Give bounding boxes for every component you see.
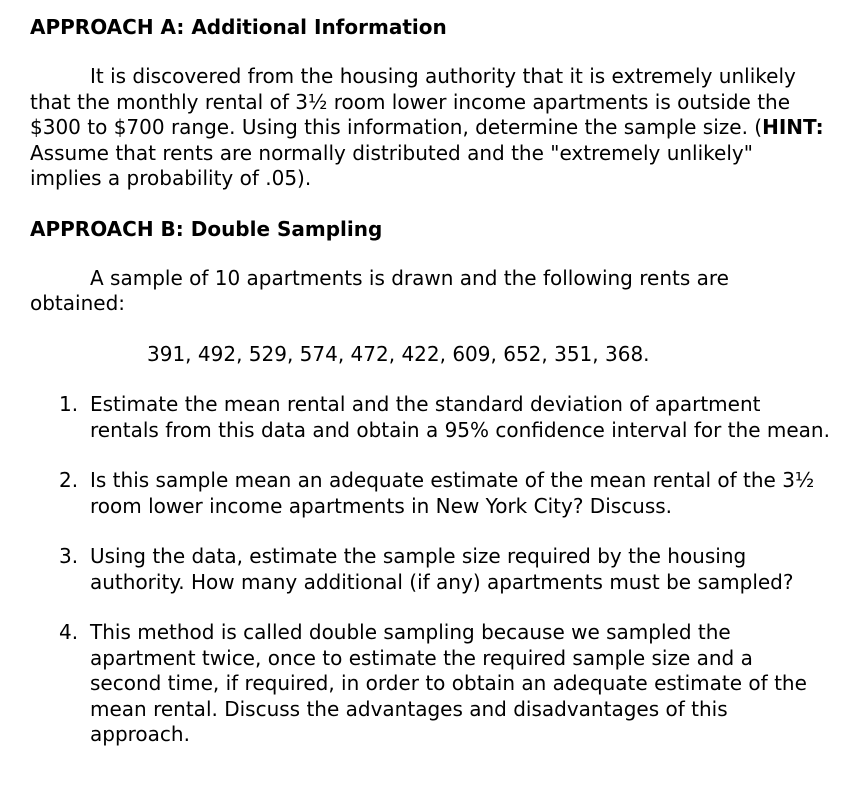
- question-number: 4.: [59, 620, 79, 644]
- rents-data: 391, 492, 529, 574, 472, 422, 609, 652, 351, 368.: [147, 341, 650, 366]
- question-item-4: [30, 620, 830, 748]
- hint-label: HINT:: [762, 115, 824, 139]
- approach-b-intro: A sample of 10 apartments is drawn and the following rents are obtained:: [30, 265, 729, 315]
- question-item-1: [30, 392, 830, 443]
- question-number: 3.: [59, 544, 79, 568]
- approach-a-heading: APPROACH A: Additional Information: [30, 15, 447, 39]
- question-text: Estimate the mean rental and the standard deviation of apartment rentals from this data and obtain a 95% confidence interval for the mean.: [90, 392, 830, 442]
- approach-b-heading: APPROACH B: Double Sampling: [30, 216, 383, 241]
- question-item-2: [30, 468, 830, 519]
- question-number: 1.: [59, 392, 79, 416]
- approach-a-text-end: Assume that rents are normally distributed and the "extremely unlikely" implies a probability of .05).: [30, 140, 753, 190]
- approach-a-paragraph: [30, 64, 830, 192]
- question-text: Is this sample mean an adequate estimate of the mean rental of the 3½ room lower income apartments in New York City? Discuss.: [90, 468, 815, 518]
- question-list: [30, 392, 830, 748]
- question-item-3: [30, 544, 830, 595]
- question-number: 2.: [59, 468, 79, 492]
- document-page: [30, 14, 830, 748]
- question-text: This method is called double sampling because we sampled the apartment twice, once to estimate the required sample size and a second time, if required, in order to obtain an adequate estimate of the mean rental. Discuss the advantages and disadvantages of this approach.: [90, 620, 807, 746]
- question-text: Using the data, estimate the sample size required by the housing authority. How many additional (if any) apartments must be sampled?: [90, 544, 794, 594]
- approach-a-text-start: It is discovered from the housing authority that it is extremely unlikely that the monthly rental of 3½ room lower income apartments is outside the $300 to $700 range. Using this information, determine the sample size. (: [30, 64, 796, 139]
